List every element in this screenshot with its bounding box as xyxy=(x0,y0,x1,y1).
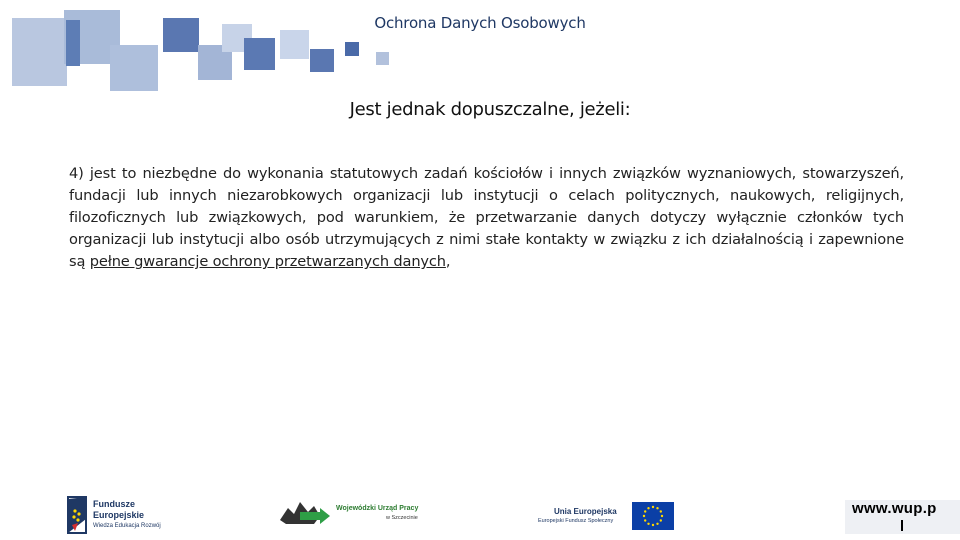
decor-square xyxy=(376,52,389,65)
underlined-text: pełne gwarancje ochrony przetwarzanych danych xyxy=(89,253,446,270)
wup-emblem-icon xyxy=(280,498,332,526)
decor-square xyxy=(244,38,275,70)
eu-line2: Europejski Fundusz Społeczny xyxy=(538,518,614,524)
decor-square xyxy=(345,42,359,56)
text-cursor xyxy=(901,520,903,531)
paragraph-text: 4) jest to niezbędne do wykonania statutowych zadań kościołów i innych związków wyznaniowych, stowarzyszeń, fundacji lub innych niezarobkowych organizacji lub instytucji o celach politycznych, naukowych, religijnych, filozoficznych lub związkowych, pod warunkiem, że przetwarzanie danych dotyczy wyłącznie członków tych organizacji lub instytucji albo osób utrzymujących z nimi stałe kontakty w związku z ich działalnością i zapewnione są xyxy=(69,165,904,270)
decor-square xyxy=(310,49,334,72)
footer xyxy=(0,488,960,540)
wup-line1: Wojewódzki Urząd Pracy xyxy=(336,505,419,512)
fe-emblem-icon xyxy=(66,495,88,535)
decor-square xyxy=(110,45,158,91)
wup-logo xyxy=(280,498,430,528)
eu-flag-icon xyxy=(632,502,674,530)
decor-square xyxy=(280,30,309,59)
decor-square xyxy=(12,18,67,86)
eu-logo xyxy=(538,500,678,534)
website-link[interactable] xyxy=(845,500,960,534)
website-url[interactable]: www.wup.p xyxy=(852,500,937,517)
fe-line2: Europejskie xyxy=(93,510,145,520)
slide-subtitle: Jest jednak dopuszczalne, jeżeli: xyxy=(349,99,631,120)
fe-line1: Fundusze xyxy=(93,499,135,509)
decor-square xyxy=(163,18,199,52)
page-title: Ochrona Danych Osobowych xyxy=(374,14,586,32)
eu-line1: Unia Europejska xyxy=(554,507,617,516)
wup-line2: w Szczecinie xyxy=(386,515,418,521)
fundusze-europejskie-logo xyxy=(66,495,176,535)
body-paragraph xyxy=(69,163,904,273)
decor-square xyxy=(66,20,80,66)
paragraph-tail: , xyxy=(445,253,451,270)
fe-line3: Wiedza Edukacja Rozwój xyxy=(93,523,161,529)
